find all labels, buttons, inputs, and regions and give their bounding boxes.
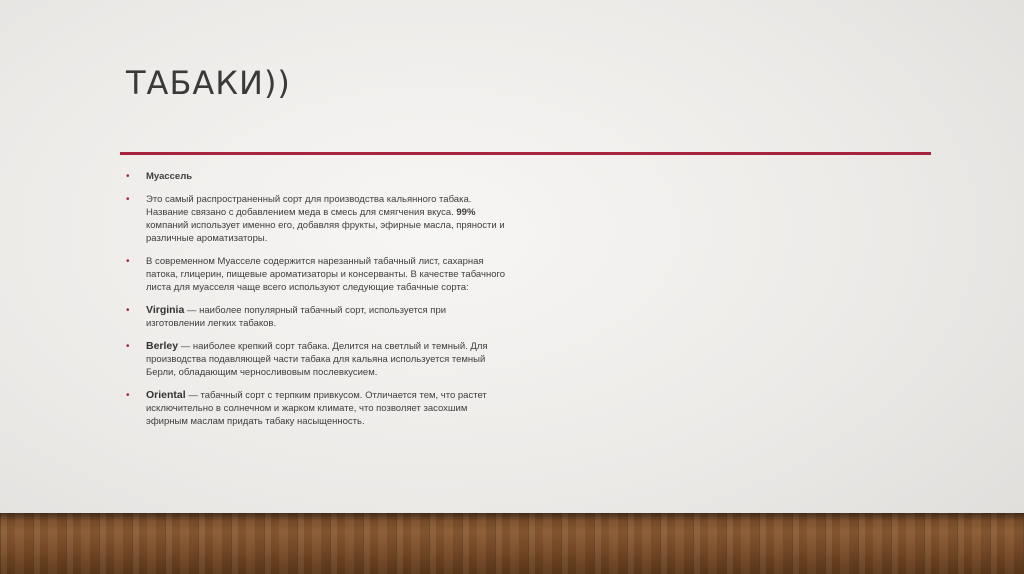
floor-shadow [0,513,1024,521]
list-item-text: Это самый распространенный сорт для производства кальянного табака. Название связано с добавлением меда в смесь для смягчения вкуса. [146,194,472,218]
list-item-emphasis: 99% [456,207,476,218]
list-item-text: — табачный сорт с терпким привкусом. Отличается тем, что растет исключительно в солнечном и жарком климате, что позволяет засохшим эфирным маслам придать табаку насыщенность. [146,390,487,427]
bullet-icon: • [126,171,130,182]
bullet-icon: • [126,390,130,401]
list-item-heading: Муассель [146,171,193,182]
bullet-icon: • [126,341,130,352]
list-item-text: В современном Муасселе содержится нарезанный табачный лист, сахарная патока, глицерин, пищевые ароматизаторы и консерванты. В качестве табачного листа для муасселя чаще всего используют следующие табачные сорта: [146,256,506,293]
list-item [126,255,506,294]
list-item-text: компаний использует именно его, добавляя фрукты, эфирные масла, пряности и различные ароматизаторы. [146,220,505,244]
tobacco-variety-name: Berley [146,340,179,352]
bullet-list [126,170,506,438]
bullet-icon: • [126,194,130,205]
list-item [126,170,506,183]
list-item-text: — наиболее крепкий сорт табака. Делится на светлый и темный. Для производства подавляющей части табака для кальяна используется темный Берли, обладающим черносливовым послевкусием. [146,341,488,378]
wood-floor-background [0,513,1024,574]
bullet-icon: • [126,256,130,267]
tobacco-variety-name: Virginia [146,304,185,316]
list-item [126,340,506,379]
list-item [126,193,506,245]
tobacco-variety-name: Oriental [146,389,186,401]
list-item-text: — наиболее популярный табачный сорт, используется при изготовлении легких табаков. [146,305,447,329]
list-item [126,304,506,330]
title-divider [120,152,931,155]
slide-title: ТАБАКИ)) [126,64,291,102]
list-item [126,389,506,428]
bullet-icon: • [126,305,130,316]
